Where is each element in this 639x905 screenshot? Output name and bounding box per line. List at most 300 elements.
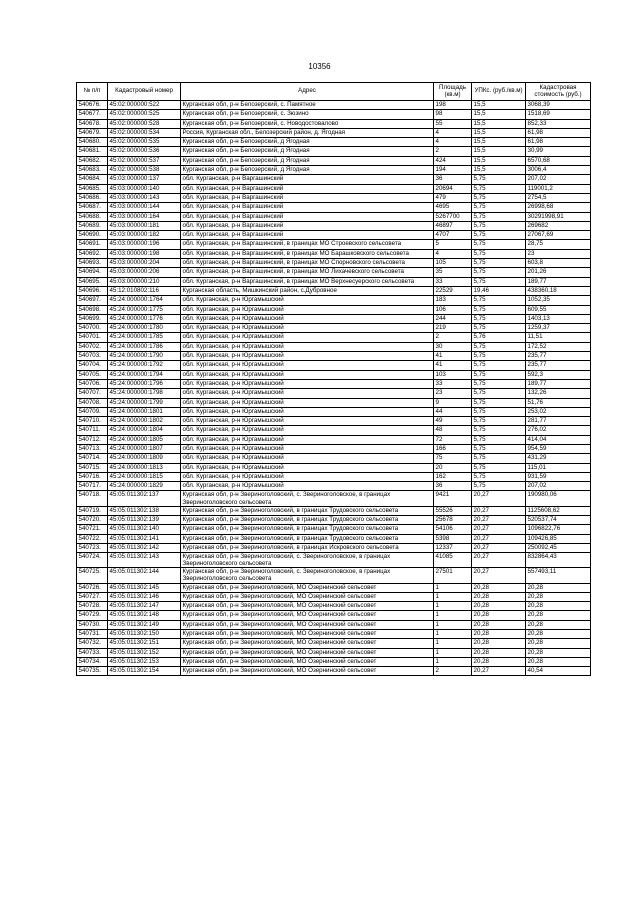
area-cell: 4707	[434, 231, 472, 240]
cadastral-number-cell: 45:24:000000:1813	[108, 463, 181, 472]
cadastral-number-cell: 45:24:000000:1794	[108, 370, 181, 379]
cadastral-cost-cell: 189,77	[526, 277, 591, 286]
row-num-cell: 540714.	[77, 454, 108, 463]
cadastral-cost-cell: 51,76	[526, 398, 591, 407]
cadastral-number-cell: 45:05:011302:150	[108, 630, 181, 639]
cadastral-number-cell: 45:05:011302:143	[108, 553, 181, 568]
cadastral-number-cell: 45:24:000000:1780	[108, 324, 181, 333]
cadastral-number-cell: 45:24:000000:1798	[108, 389, 181, 398]
cadastral-number-cell: 45:24:000000:1801	[108, 407, 181, 416]
address-cell: Курганская обл, р-н Звериноголовский, с. Звериноголовское, в границах Звериноголовского сельсовета	[181, 491, 434, 506]
table-row	[77, 370, 591, 379]
cadastral-cost-cell: 832864,43	[526, 553, 591, 568]
upks-cell: 20,28	[472, 611, 526, 620]
upks-cell: 20,27	[472, 506, 526, 515]
cadastral-number-cell: 45:02:000000:535	[108, 138, 181, 147]
cadastral-number-cell: 45:05:011302:148	[108, 611, 181, 620]
cadastral-cost-cell: 931,59	[526, 472, 591, 481]
cadastral-cost-cell: 235,77	[526, 361, 591, 370]
cadastral-cost-cell: 26998,68	[526, 203, 591, 212]
cadastral-cost-cell: 6570,68	[526, 156, 591, 165]
row-num-cell: 540687.	[77, 203, 108, 212]
address-cell: обл. Курганская, р-н Юргамышский	[181, 305, 434, 314]
area-cell: 4695	[434, 203, 472, 212]
cadastral-number-cell: 45:24:000000:1790	[108, 352, 181, 361]
area-cell: 5398	[434, 534, 472, 543]
upks-cell: 5,75	[472, 324, 526, 333]
area-cell: 1	[434, 592, 472, 601]
upks-cell: 20,27	[472, 534, 526, 543]
upks-cell: 5,75	[472, 305, 526, 314]
cadastral-cost-cell: 28,75	[526, 240, 591, 249]
cadastral-number-cell: 45:03:000000:144	[108, 203, 181, 212]
area-cell: 22529	[434, 286, 472, 295]
row-num-cell: 540679.	[77, 128, 108, 137]
table-row	[77, 398, 591, 407]
area-cell: 1	[434, 657, 472, 666]
upks-cell: 15,5	[472, 138, 526, 147]
cadastral-number-cell: 45:03:000000:164	[108, 212, 181, 221]
area-cell: 2	[434, 333, 472, 342]
upks-cell: 5,75	[472, 389, 526, 398]
header-address: Адрес	[181, 83, 434, 101]
upks-cell: 5,75	[472, 398, 526, 407]
upks-cell: 5,76	[472, 333, 526, 342]
cadastral-cost-cell: 172,52	[526, 342, 591, 351]
cadastral-cost-cell: 132,26	[526, 389, 591, 398]
upks-cell: 20,27	[472, 491, 526, 506]
upks-cell: 5,75	[472, 212, 526, 221]
table-row	[77, 525, 591, 534]
address-cell: Курганская обл, р-н Звериноголовский, в границах Трудовского сельсовета	[181, 506, 434, 515]
table-row	[77, 352, 591, 361]
cadastral-cost-cell: 207,02	[526, 482, 591, 491]
area-cell: 194	[434, 166, 472, 175]
area-cell: 44	[434, 407, 472, 416]
table-row	[77, 128, 591, 137]
cadastral-cost-cell: 61,98	[526, 138, 591, 147]
address-cell: обл. Курганская, р-н Варгашинский	[181, 221, 434, 230]
address-cell: обл. Курганская, р-н Юргамышский	[181, 389, 434, 398]
upks-cell: 19,46	[472, 286, 526, 295]
table-row	[77, 611, 591, 620]
table-row	[77, 620, 591, 629]
upks-cell: 20,27	[472, 667, 526, 676]
area-cell: 105	[434, 259, 472, 268]
address-cell: Курганская обл, р-н Звериноголовский, в границах Искровского сельсовета	[181, 543, 434, 552]
address-cell: обл. Курганская, р-н Юргамышский	[181, 352, 434, 361]
address-cell: обл. Курганская, р-н Юргамышский	[181, 324, 434, 333]
address-cell: обл. Курганская, р-н Юргамышский	[181, 361, 434, 370]
cadastral-number-cell: 45:24:000000:1805	[108, 435, 181, 444]
table-row	[77, 435, 591, 444]
table-row	[77, 166, 591, 175]
upks-cell: 15,5	[472, 119, 526, 128]
cadastral-cost-cell: 20,28	[526, 657, 591, 666]
row-num-cell: 540712.	[77, 435, 108, 444]
address-cell: Курганская обл, р-н Белозерский, д Ягодная	[181, 156, 434, 165]
cadastral-number-cell: 45:03:000000:182	[108, 231, 181, 240]
row-num-cell: 540718.	[77, 491, 108, 506]
row-num-cell: 540685.	[77, 184, 108, 193]
upks-cell: 20,28	[472, 657, 526, 666]
cadastral-number-cell: 45:05:011302:151	[108, 639, 181, 648]
cadastral-number-cell: 45:02:000000:534	[108, 128, 181, 137]
area-cell: 75	[434, 454, 472, 463]
cadastral-number-cell: 45:24:000000:1786	[108, 342, 181, 351]
cadastral-number-cell: 45:03:000000:206	[108, 268, 181, 277]
table-row	[77, 361, 591, 370]
row-num-cell: 540709.	[77, 407, 108, 416]
area-cell: 55526	[434, 506, 472, 515]
area-cell: 219	[434, 324, 472, 333]
cadastral-cost-cell: 30291998,91	[526, 212, 591, 221]
cadastral-cost-cell: 207,02	[526, 175, 591, 184]
address-cell: Курганская обл, р-н Звериноголовский, МО Озернинский сельсовет	[181, 620, 434, 629]
table-row	[77, 602, 591, 611]
area-cell: 46897	[434, 221, 472, 230]
table-row	[77, 101, 591, 110]
address-cell: Курганская обл, р-н Звериноголовский, МО Озернинский сельсовет	[181, 602, 434, 611]
table-row	[77, 324, 591, 333]
table-body	[77, 101, 591, 676]
table-row	[77, 193, 591, 202]
cadastral-number-cell: 45:24:000000:1764	[108, 296, 181, 305]
address-cell: обл. Курганская, р-н Юргамышский	[181, 333, 434, 342]
row-num-cell: 540678.	[77, 119, 108, 128]
row-num-cell: 540722.	[77, 534, 108, 543]
area-cell: 2	[434, 667, 472, 676]
cadastral-number-cell: 45:24:000000:1809	[108, 454, 181, 463]
cadastral-cost-cell: 592,3	[526, 370, 591, 379]
cadastral-table	[76, 82, 591, 676]
area-cell: 36	[434, 482, 472, 491]
row-num-cell: 540689.	[77, 221, 108, 230]
area-cell: 41	[434, 352, 472, 361]
cadastral-number-cell: 45:24:000000:1815	[108, 472, 181, 481]
row-num-cell: 540703.	[77, 352, 108, 361]
cadastral-cost-cell: 27067,69	[526, 231, 591, 240]
cadastral-cost-cell: 20,28	[526, 620, 591, 629]
cadastral-number-cell: 45:05:011302:146	[108, 592, 181, 601]
cadastral-number-cell: 45:02:000000:522	[108, 101, 181, 110]
address-cell: Курганская область, Мишкинский район, с.Дубровное	[181, 286, 434, 295]
area-cell: 9	[434, 398, 472, 407]
upks-cell: 20,28	[472, 583, 526, 592]
row-num-cell: 540735.	[77, 667, 108, 676]
cadastral-cost-cell: 20,28	[526, 611, 591, 620]
address-cell: обл. Курганская, р-н Юргамышский	[181, 379, 434, 388]
cadastral-cost-cell: 431,29	[526, 454, 591, 463]
area-cell: 12337	[434, 543, 472, 552]
upks-cell: 5,75	[472, 277, 526, 286]
address-cell: Курганская обл, р-н Звериноголовский, МО Озернинский сельсовет	[181, 657, 434, 666]
address-cell: обл. Курганская, р-н Юргамышский	[181, 407, 434, 416]
upks-cell: 5,75	[472, 314, 526, 323]
upks-cell: 5,75	[472, 249, 526, 258]
cadastral-number-cell: 45:24:000000:1775	[108, 305, 181, 314]
address-cell: Курганская обл, р-н Звериноголовский, МО Озернинский сельсовет	[181, 648, 434, 657]
address-cell: обл. Курганская, р-н Варгашинский, в границах МО Строевского сельсовета	[181, 240, 434, 249]
address-cell: Курганская обл, р-н Звериноголовский, с. Звериноголовское, в границах Звериноголовского сельсовета	[181, 553, 434, 568]
cadastral-cost-cell: 40,54	[526, 667, 591, 676]
address-cell: обл. Курганская, р-н Варгашинский, в границах МО Спорновского сельсовета	[181, 259, 434, 268]
cadastral-number-cell: 45:05:011302:147	[108, 602, 181, 611]
upks-cell: 20,27	[472, 543, 526, 552]
area-cell: 33	[434, 379, 472, 388]
area-cell: 72	[434, 435, 472, 444]
upks-cell: 5,75	[472, 352, 526, 361]
address-cell: Курганская обл, р-н Звериноголовский, МО Озернинский сельсовет	[181, 639, 434, 648]
area-cell: 1	[434, 630, 472, 639]
area-cell: 35	[434, 268, 472, 277]
cadastral-cost-cell: 61,98	[526, 128, 591, 137]
area-cell: 49	[434, 417, 472, 426]
cadastral-cost-cell: 3006,4	[526, 166, 591, 175]
address-cell: обл. Курганская, р-н Варгашинский	[181, 184, 434, 193]
row-num-cell: 540698.	[77, 305, 108, 314]
cadastral-number-cell: 45:03:000000:204	[108, 259, 181, 268]
row-num-cell: 540704.	[77, 361, 108, 370]
cadastral-number-cell: 45:05:011302:144	[108, 568, 181, 583]
table-row	[77, 515, 591, 524]
cadastral-cost-cell: 276,02	[526, 426, 591, 435]
address-cell: обл. Курганская, р-н Варгашинский, в границах МО Барашковского сельсовета	[181, 249, 434, 258]
area-cell: 5	[434, 240, 472, 249]
address-cell: Курганская обл, р-н Звериноголовский, МО Озернинский сельсовет	[181, 667, 434, 676]
area-cell: 20	[434, 463, 472, 472]
table-row	[77, 426, 591, 435]
upks-cell: 20,28	[472, 630, 526, 639]
row-num-cell: 540701.	[77, 333, 108, 342]
address-cell: Курганская обл, р-н Звериноголовский, МО Озернинский сельсовет	[181, 583, 434, 592]
address-cell: обл. Курганская, р-н Юргамышский	[181, 417, 434, 426]
cadastral-cost-cell: 20,28	[526, 630, 591, 639]
table-row	[77, 119, 591, 128]
cadastral-number-cell: 45:24:000000:1829	[108, 482, 181, 491]
row-num-cell: 540707.	[77, 389, 108, 398]
upks-cell: 5,75	[472, 268, 526, 277]
table-row	[77, 506, 591, 515]
row-num-cell: 540719.	[77, 506, 108, 515]
upks-cell: 5,75	[472, 184, 526, 193]
address-cell: Курганская обл, р-н Белозерский, с. Зюзино	[181, 110, 434, 119]
address-cell: Курганская обл, р-н Звериноголовский, в границах Трудовского сельсовета	[181, 534, 434, 543]
upks-cell: 15,5	[472, 156, 526, 165]
cadastral-number-cell: 45:24:000000:1799	[108, 398, 181, 407]
cadastral-number-cell: 45:02:000000:537	[108, 156, 181, 165]
upks-cell: 5,75	[472, 193, 526, 202]
cadastral-cost-cell: 1096822,76	[526, 525, 591, 534]
row-num-cell: 540693.	[77, 259, 108, 268]
cadastral-cost-cell: 1518,69	[526, 110, 591, 119]
area-cell: 41085	[434, 553, 472, 568]
upks-cell: 5,75	[472, 444, 526, 453]
cadastral-cost-cell: 189,77	[526, 379, 591, 388]
table-row	[77, 147, 591, 156]
table-row	[77, 534, 591, 543]
row-num-cell: 540721.	[77, 525, 108, 534]
cadastral-number-cell: 45:05:011302:154	[108, 667, 181, 676]
cadastral-cost-cell: 190980,06	[526, 491, 591, 506]
cadastral-number-cell: 45:24:000000:1776	[108, 314, 181, 323]
cadastral-number-cell: 45:02:000000:528	[108, 119, 181, 128]
address-cell: Курганская обл, р-н Звериноголовский, МО Озернинский сельсовет	[181, 592, 434, 601]
row-num-cell: 540724.	[77, 553, 108, 568]
cadastral-cost-cell: 1125608,62	[526, 506, 591, 515]
upks-cell: 5,75	[472, 472, 526, 481]
cadastral-cost-cell: 852,33	[526, 119, 591, 128]
address-cell: обл. Курганская, р-н Юргамышский	[181, 342, 434, 351]
row-num-cell: 540715.	[77, 463, 108, 472]
area-cell: 55	[434, 119, 472, 128]
cadastral-number-cell: 45:03:000000:196	[108, 240, 181, 249]
row-num-cell: 540705.	[77, 370, 108, 379]
header-area: Площадь (кв.м)	[434, 83, 472, 101]
area-cell: 27501	[434, 568, 472, 583]
upks-cell: 5,75	[472, 379, 526, 388]
row-num-cell: 540692.	[77, 249, 108, 258]
header-upks: УПКс. (руб./кв.м)	[472, 83, 526, 101]
table-row	[77, 491, 591, 506]
upks-cell: 20,27	[472, 553, 526, 568]
row-num-cell: 540695.	[77, 277, 108, 286]
table-row	[77, 305, 591, 314]
address-cell: Курганская обл, р-н Белозерский, д Ягодная	[181, 147, 434, 156]
table-row	[77, 454, 591, 463]
row-num-cell: 540716.	[77, 472, 108, 481]
row-num-cell: 540706.	[77, 379, 108, 388]
table-row	[77, 639, 591, 648]
address-cell: обл. Курганская, р-н Юргамышский	[181, 426, 434, 435]
row-num-cell: 540684.	[77, 175, 108, 184]
area-cell: 2	[434, 147, 472, 156]
row-num-cell: 540697.	[77, 296, 108, 305]
table-row	[77, 268, 591, 277]
area-cell: 41	[434, 361, 472, 370]
table-row	[77, 444, 591, 453]
area-cell: 4	[434, 128, 472, 137]
address-cell: обл. Курганская, р-н Варгашинский	[181, 231, 434, 240]
table-row	[77, 583, 591, 592]
upks-cell: 5,75	[472, 175, 526, 184]
cadastral-cost-cell: 250092,45	[526, 543, 591, 552]
area-cell: 54106	[434, 525, 472, 534]
table-row	[77, 259, 591, 268]
cadastral-cost-cell: 201,26	[526, 268, 591, 277]
cadastral-number-cell: 45:05:011302:141	[108, 534, 181, 543]
address-cell: обл. Курганская, р-н Юргамышский	[181, 398, 434, 407]
cadastral-cost-cell: 1052,35	[526, 296, 591, 305]
table-row	[77, 463, 591, 472]
cadastral-cost-cell: 109426,85	[526, 534, 591, 543]
cadastral-cost-cell: 11,51	[526, 333, 591, 342]
address-cell: обл. Курганская, р-н Юргамышский	[181, 454, 434, 463]
cadastral-cost-cell: 2754,5	[526, 193, 591, 202]
cadastral-number-cell: 45:02:000000:525	[108, 110, 181, 119]
cadastral-number-cell: 45:02:000000:536	[108, 147, 181, 156]
upks-cell: 15,5	[472, 147, 526, 156]
upks-cell: 20,28	[472, 602, 526, 611]
area-cell: 36	[434, 175, 472, 184]
cadastral-cost-cell: 30,99	[526, 147, 591, 156]
table-row	[77, 184, 591, 193]
upks-cell: 20,27	[472, 515, 526, 524]
row-num-cell: 540681.	[77, 147, 108, 156]
table-header-row	[77, 83, 591, 101]
area-cell: 106	[434, 305, 472, 314]
cadastral-cost-cell: 115,01	[526, 463, 591, 472]
upks-cell: 20,28	[472, 648, 526, 657]
row-num-cell: 540710.	[77, 417, 108, 426]
cadastral-number-cell: 45:03:000000:143	[108, 193, 181, 202]
table-row	[77, 221, 591, 230]
cadastral-number-cell: 45:05:011302:152	[108, 648, 181, 657]
table-row	[77, 314, 591, 323]
upks-cell: 5,75	[472, 407, 526, 416]
address-cell: обл. Курганская, р-н Юргамышский	[181, 444, 434, 453]
upks-cell: 15,5	[472, 128, 526, 137]
table-row	[77, 110, 591, 119]
table-row	[77, 212, 591, 221]
cadastral-cost-cell: 269682	[526, 221, 591, 230]
cadastral-number-cell: 45:03:000000:210	[108, 277, 181, 286]
cadastral-number-cell: 45:05:011302:149	[108, 620, 181, 629]
upks-cell: 15,5	[472, 110, 526, 119]
table-row	[77, 277, 591, 286]
cadastral-cost-cell: 20,28	[526, 648, 591, 657]
area-cell: 424	[434, 156, 472, 165]
table-row	[77, 472, 591, 481]
area-cell: 198	[434, 101, 472, 110]
upks-cell: 5,75	[472, 296, 526, 305]
cadastral-number-cell: 45:03:000000:198	[108, 249, 181, 258]
row-num-cell: 540726.	[77, 583, 108, 592]
address-cell: Курганская обл, р-н Белозерский, д Ягодная	[181, 138, 434, 147]
header-num: № п/п	[77, 83, 108, 101]
table-row	[77, 407, 591, 416]
area-cell: 48	[434, 426, 472, 435]
cadastral-number-cell: 45:05:011302:142	[108, 543, 181, 552]
area-cell: 4	[434, 138, 472, 147]
cadastral-number-cell: 45:24:000000:1807	[108, 444, 181, 453]
upks-cell: 15,5	[472, 166, 526, 175]
area-cell: 4	[434, 249, 472, 258]
cadastral-cost-cell: 520537,74	[526, 515, 591, 524]
row-num-cell: 540680.	[77, 138, 108, 147]
page-number: 10356	[308, 62, 331, 71]
row-num-cell: 540708.	[77, 398, 108, 407]
area-cell: 244	[434, 314, 472, 323]
address-cell: Россия, Курганская обл., Белозерский район, д. Ягодная	[181, 128, 434, 137]
cadastral-cost-cell: 1403,13	[526, 314, 591, 323]
table-row	[77, 568, 591, 583]
upks-cell: 5,75	[472, 259, 526, 268]
cadastral-number-cell: 45:05:011302:138	[108, 506, 181, 515]
row-num-cell: 540725.	[77, 568, 108, 583]
address-cell: обл. Курганская, р-н Варгашинский	[181, 175, 434, 184]
cadastral-number-cell: 45:24:000000:1802	[108, 417, 181, 426]
area-cell: 23	[434, 389, 472, 398]
row-num-cell: 540700.	[77, 324, 108, 333]
row-num-cell: 540729.	[77, 611, 108, 620]
cadastral-cost-cell: 1259,37	[526, 324, 591, 333]
address-cell: Курганская обл, р-н Звериноголовский, в границах Трудовского сельсовета	[181, 515, 434, 524]
cadastral-number-cell: 45:03:000000:140	[108, 184, 181, 193]
cadastral-number-cell: 45:05:011302:140	[108, 525, 181, 534]
address-cell: обл. Курганская, р-н Юргамышский	[181, 463, 434, 472]
area-cell: 1	[434, 583, 472, 592]
